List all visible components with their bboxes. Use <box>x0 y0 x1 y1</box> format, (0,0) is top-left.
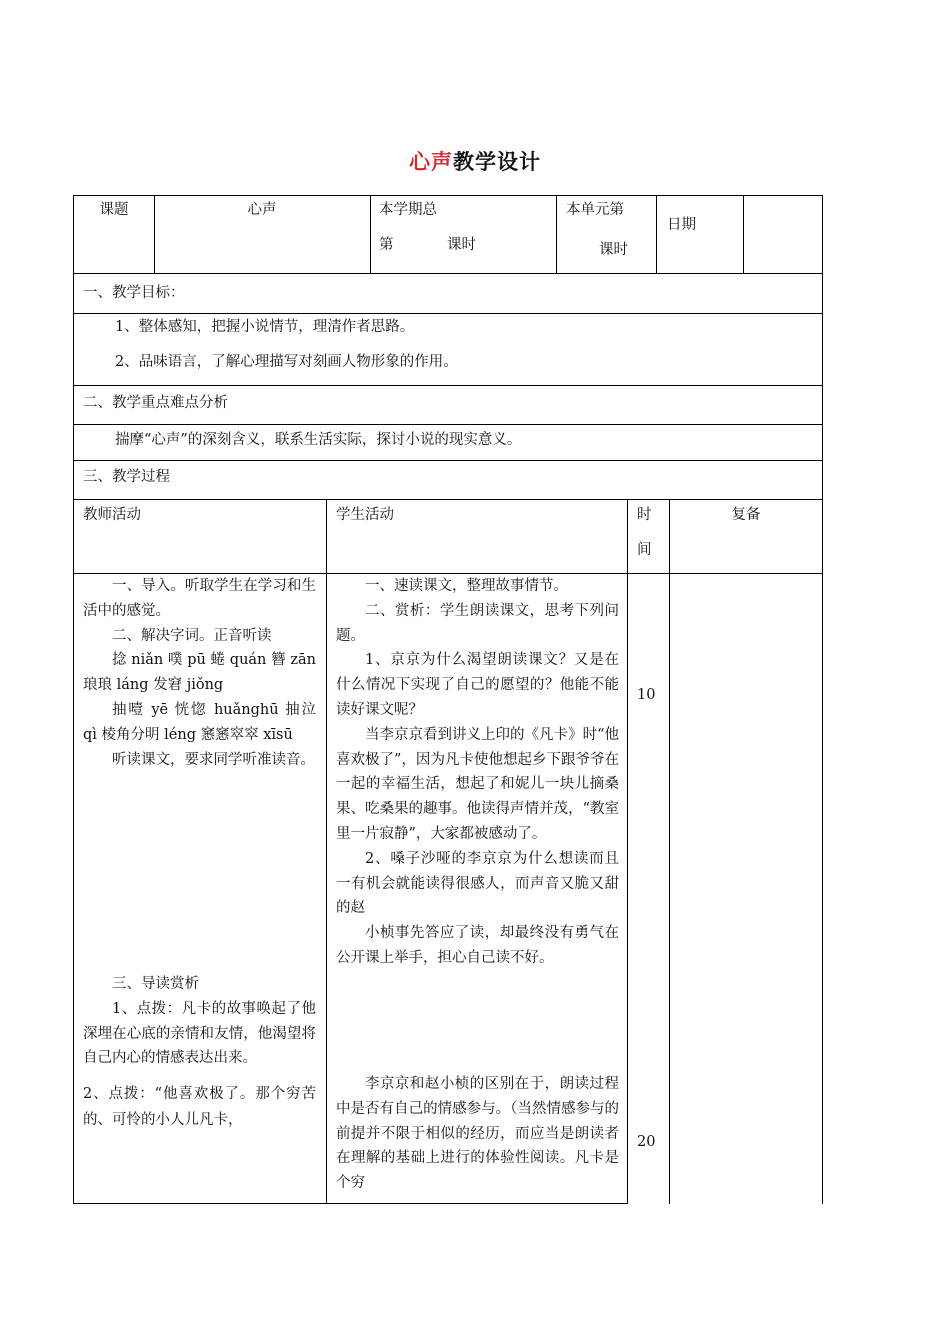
student-paragraph: 小桢事先答应了读，却最终没有勇气在公开课上举手，担心自己读不好。 <box>336 925 619 966</box>
rule <box>73 385 823 386</box>
time-value: 10 <box>637 687 656 703</box>
keypoints-text: 揣摩“心声”的深刻含义，联系生活实际，探讨小说的现实意义。 <box>115 432 522 448</box>
page-title <box>0 146 950 176</box>
student-paragraph: 李京京和赵小桢的区别在于，朗读过程中是否有自己的情感参与。（当然情感参与的前提并不限于相似的经历，而应当是朗读者在理解的基础上进行的体验性阅读。凡卡是个穷 <box>336 1076 619 1192</box>
prep-column-header: 复备 <box>731 507 761 523</box>
rule <box>627 499 628 1204</box>
student-activities-analysis <box>336 1072 619 1196</box>
teacher-paragraph: 听读课文，要求同学听准读音。 <box>112 751 315 768</box>
student-paragraph: 1、京京为什么渴望朗读课文？又是在什么情况下实现了自己的愿望的？他能不能读好课文呢？ <box>336 652 619 718</box>
teacher-paragraph: 一、导入。听取学生在学习和生活中的感觉。 <box>83 578 316 619</box>
term-lesson-prefix: 第 <box>379 237 394 253</box>
unit-lesson: 课时 <box>599 242 628 258</box>
goal-item: 1、整体感知，把握小说情节，理清作者思路。 <box>115 319 415 335</box>
teacher-activities-guided <box>83 972 316 1133</box>
term-total-label: 本学期总 <box>379 202 437 218</box>
rule <box>822 195 823 1204</box>
topic-value: 心声 <box>247 202 277 218</box>
student-paragraph: 当李京京看到讲义上印的《凡卡》时“他喜欢极了”，因为凡卡使他想起乡下跟爷爷在一起的幸福生活，想起了和妮儿一块儿摘桑果、吃桑果的趣事。他读得声情并茂，“教室里一片寂静”，大家都被感动了。 <box>336 726 619 842</box>
student-activities <box>336 574 619 971</box>
teacher-paragraph: 二、解决字词。正音听读 <box>112 627 272 644</box>
rule <box>73 195 74 1204</box>
rule <box>73 1203 628 1204</box>
teacher-paragraph: 三、导读赏析 <box>112 976 199 992</box>
title-red-part: 心声 <box>409 150 453 174</box>
teacher-column-header: 教师活动 <box>83 507 141 523</box>
rule <box>73 273 823 274</box>
rule <box>656 195 657 273</box>
student-paragraph: 二、赏析：学生朗读课文，思考下列问题。 <box>336 602 619 644</box>
time-column-header-2: 间 <box>637 542 652 558</box>
goal-item: 2、品味语言，了解心理描写对刻画人物形象的作用。 <box>115 354 458 370</box>
rule <box>743 195 744 273</box>
keypoints-heading: 二、教学重点难点分析 <box>83 395 228 411</box>
student-column-header: 学生活动 <box>336 507 394 523</box>
rule <box>326 499 327 1204</box>
unit-label: 本单元第 <box>566 202 624 218</box>
rule <box>370 195 371 273</box>
teacher-paragraph: 抽噎 yē 恍惚 huǎnghū 抽泣 qì 棱角分明 léng 窸窸窣窣 xīsū <box>83 701 316 743</box>
title-rest-part: 教学设计 <box>453 150 541 174</box>
date-label: 日期 <box>667 217 696 233</box>
rule <box>556 195 557 273</box>
teacher-paragraph: 捻 niǎn 噗 pū 蜷 quán 簪 zān 琅琅 láng 发窘 jiǒng <box>83 652 316 694</box>
rule <box>669 499 670 1204</box>
goals-heading: 一、教学目标： <box>83 285 185 301</box>
teacher-paragraph: 1、点拨：凡卡的故事唤起了他深埋在心底的亲情和友情，他渴望将自己内心的情感表达出来。 <box>83 1000 316 1067</box>
rule <box>73 195 823 196</box>
time-column-header-1: 时 <box>637 507 652 523</box>
topic-label: 课题 <box>99 202 129 218</box>
teacher-activities <box>83 574 316 772</box>
time-value: 20 <box>637 1134 656 1150</box>
rule <box>73 460 823 461</box>
process-heading: 三、教学过程 <box>83 469 170 485</box>
rule <box>73 424 823 425</box>
term-lesson-suffix: 课时 <box>447 237 476 253</box>
student-paragraph: 一、速读课文，整理故事情节。 <box>365 578 568 594</box>
student-paragraph: 2、嗓子沙哑的李京京为什么想读而且一有机会就能读得很感人，而声音又脆又甜的赵 <box>336 850 619 917</box>
rule <box>73 313 823 314</box>
teacher-paragraph: 2、点拨：“他喜欢极了。那个穷苦的、可怜的小人儿凡卡， <box>83 1086 316 1129</box>
rule <box>73 499 823 500</box>
